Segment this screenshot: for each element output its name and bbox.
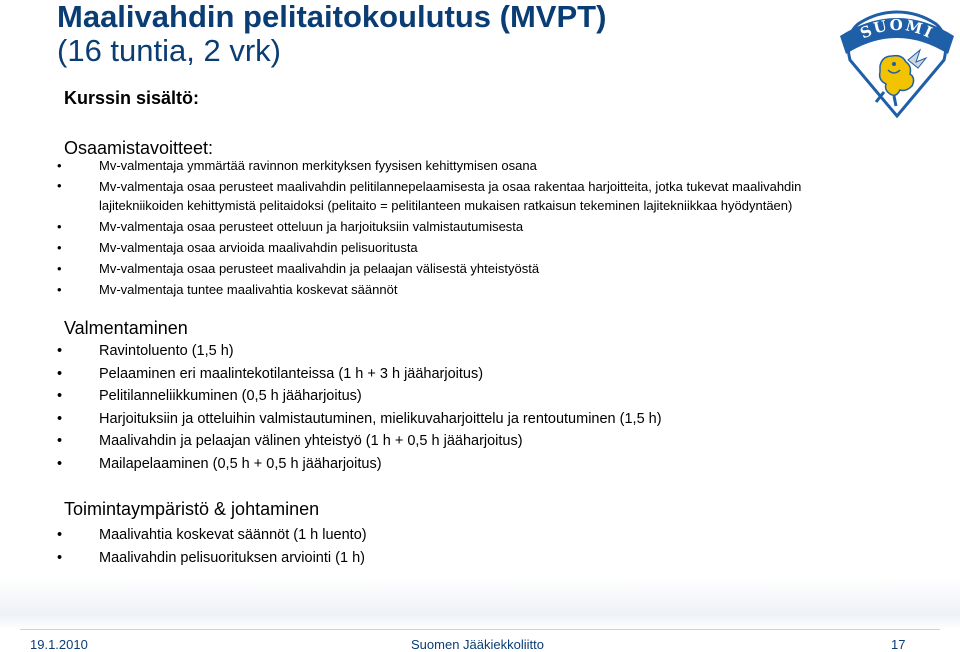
list-item: • Mailapelaaminen (0,5 h + 0,5 h jääharjoitus) [57,453,662,476]
slide-title-line1: Maalivahdin pelitaitokoulutus (MVPT) [57,0,607,34]
list-item: • Mv-valmentaja osaa perusteet otteluun ja harjoituksiin valmistautumisesta [57,216,801,237]
content-heading: Kurssin sisältö: [64,88,200,108]
environment-list [57,524,367,569]
section-title-objectives: Osaamistavoitteet: [64,138,214,158]
bullet: • [57,343,63,359]
bullet: • [57,527,63,543]
list-item: • Mv-valmentaja osaa arvioida maalivahdin pelisuoritusta [57,237,801,258]
footer-page-number: 17 [891,637,906,652]
list-item: • Pelaaminen eri maalintekotilanteissa (1 h + 3 h jääharjoitus) [57,363,662,386]
bullet: • [57,549,63,566]
section-title-environment: Toimintaympäristö & johtaminen [64,499,320,519]
list-item: • Mv-valmentaja osaa perusteet maalivahdin pelitilannepelaamisesta ja osaa rakentaa harjoitteita, jotka tukevat maalivahdin lajitekniikoiden kehittymistä pelitaidoksi (pelitaito = pelitilanteen mukaisen ratkaisun tekeminen lajitekniikkaa hyödyntäen) [57,178,802,213]
list-item: • Maalivahdin pelisuorituksen arviointi (1 h) [57,547,367,570]
bullet: • [57,178,62,193]
bullet: • [57,240,62,255]
bullet: • [57,410,63,427]
bullet: • [57,433,63,449]
coaching-list [57,340,662,475]
list-item: • Mv-valmentaja tuntee maalivahtia koskevat säännöt [57,279,801,300]
footer-organization: Suomen Jääkiekkoliitto [411,637,544,652]
bullet: • [57,365,63,382]
footer-divider [20,629,940,630]
list-item: • Pelitilanneliikkuminen (0,5 h jääharjoitus) [57,385,662,408]
footer-band [0,578,960,630]
list-item: • Maalivahdin ja pelaajan välinen yhteistyö (1 h + 0,5 h jääharjoitus) [57,430,662,453]
bullet: • [57,455,63,472]
bullet: • [57,158,62,173]
logo-text: SUOMI [857,15,937,43]
bullet: • [57,219,62,234]
slide-title [57,0,606,68]
list-item: • Mv-valmentaja ymmärtää ravinnon merkityksen fyysisen kehittymisen osana [57,155,801,176]
list-item: • Maalivahtia koskevat säännöt (1 h luento) [57,524,367,547]
list-item: • Mv-valmentaja osaa perusteet maalivahdin ja pelaajan välisestä yhteistyöstä [57,258,801,279]
bullet: • [57,388,63,404]
section-title-coaching: Valmentaminen [64,318,188,338]
list-item: • Harjoituksiin ja otteluihin valmistautuminen, mielikuvaharjoittelu ja rentoutuminen (1,5 h) [57,408,662,431]
list-item: • Ravintoluento (1,5 h) [57,340,662,363]
bullet: • [57,282,62,297]
objectives-list [57,155,801,300]
bullet: • [57,261,62,276]
suomi-lion-logo [836,6,958,118]
slide-title-line2: (16 tuntia, 2 vrk) [57,33,281,68]
footer-date: 19.1.2010 [30,637,88,652]
